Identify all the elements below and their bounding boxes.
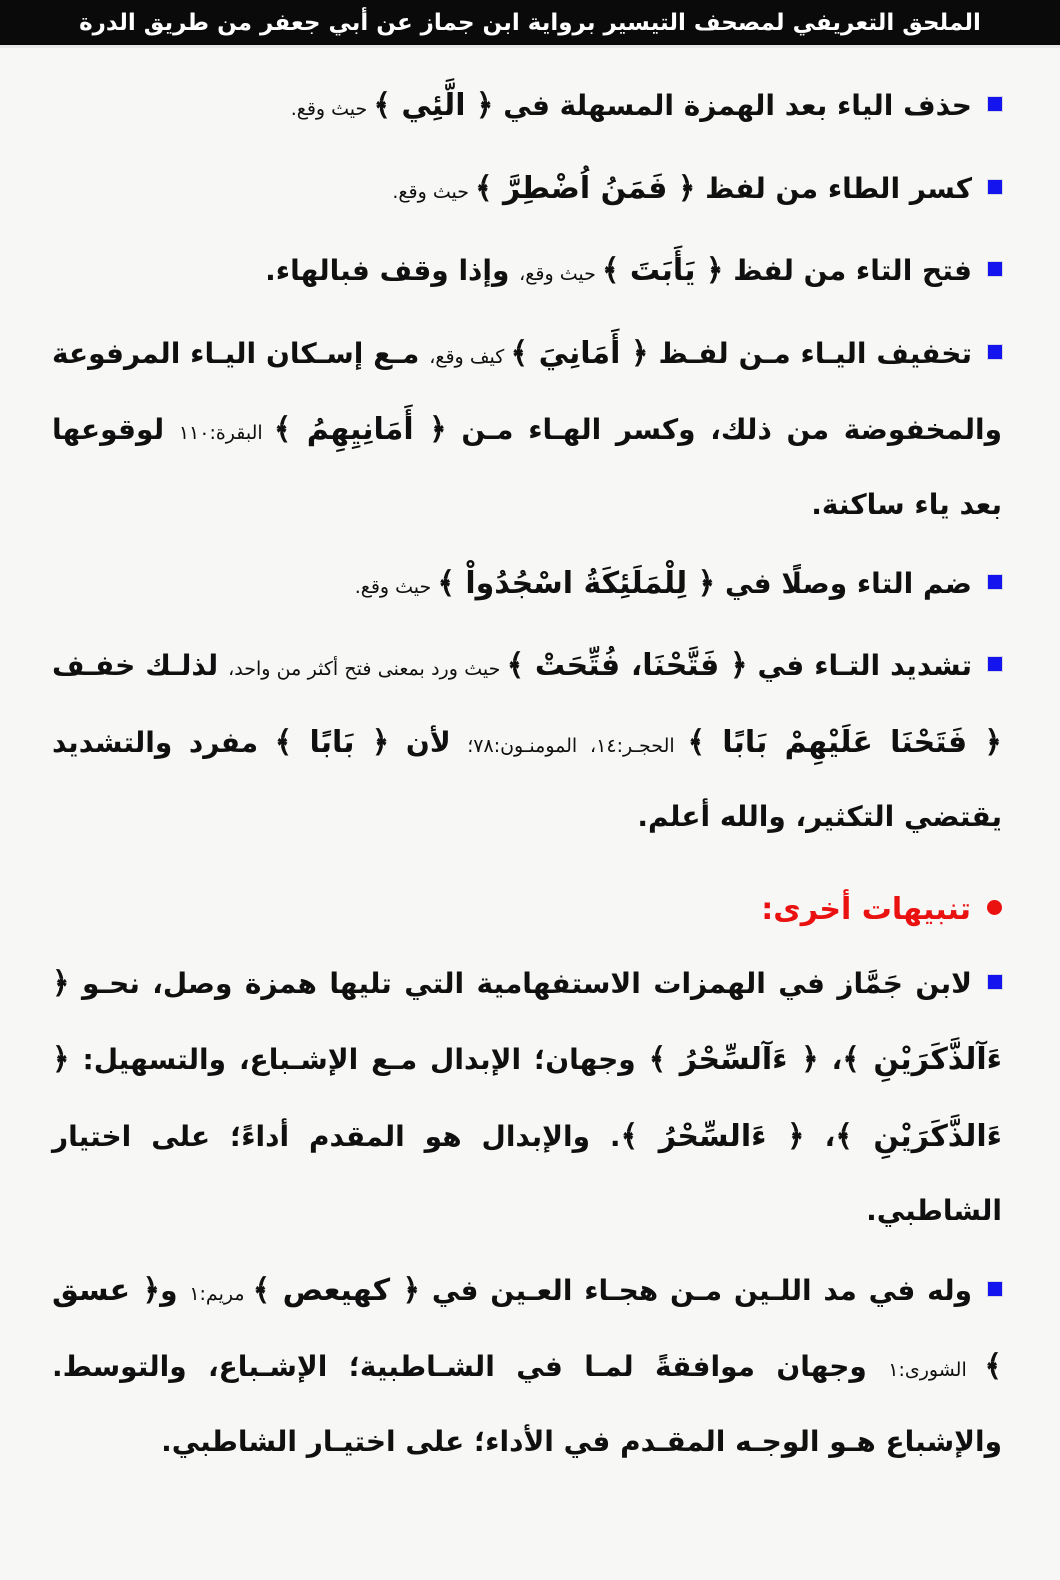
list-item (52, 68, 1002, 145)
list-item (52, 233, 1002, 310)
body-text: ، (804, 1119, 836, 1153)
list-item (52, 316, 1002, 540)
heading-text: تنبيهات أخرى: (761, 891, 971, 927)
quran-quote: ﴿ ءَالسِّحْرُ ﴾ (620, 1118, 805, 1154)
quran-quote: ﴿ أَمَانِيِهِمُ ﴾ (273, 412, 447, 447)
reference-note: الحجـر:١٤، المومنـون:٧٨؛ (467, 734, 688, 757)
bullet-square-icon (988, 657, 1002, 671)
bullet-square-icon (988, 262, 1002, 276)
list-item (52, 946, 1002, 1247)
body-text: مفرد والتشديد يقتضي التكثير، والله أعلم. (52, 725, 1002, 834)
reference-note: حيث وقع، (519, 263, 602, 285)
body-text: تخفيف اليـاء مـن لفـظ (648, 336, 972, 370)
quran-quote: ﴿ كهيعص ﴾ (252, 1272, 421, 1308)
reference-note: حيث وقع. (354, 575, 438, 598)
reference-note: حيث وقع. (392, 180, 475, 203)
quran-quote: ﴿ فَمَنُ اُضْطِرَّ ﴾ (475, 170, 696, 206)
bullet-square-icon (988, 1282, 1002, 1296)
quran-quote: ﴿ فَتَّحْنَا، فُتِّحَتْ ﴾ (506, 648, 748, 684)
body-text: لذلـك خفـف (52, 649, 229, 683)
body-text: حذف الياء بعد الهمزة المسهلة في (493, 89, 972, 122)
reference-note: الشورى:١ (888, 1359, 985, 1382)
quran-quote: ﴿ بَابًا ﴾ (274, 724, 390, 760)
bullet-square-icon (988, 345, 1002, 359)
body-text: وجهان؛ الإبدال مـع الإشـباع، والتسهيل: (69, 1043, 649, 1077)
list-item (52, 628, 1002, 852)
bullet-square-icon (988, 975, 1002, 989)
bullet-square-icon (988, 180, 1002, 194)
header-bar (0, 0, 1060, 48)
body-text: كسر الطاء من لفظ (695, 171, 972, 205)
quran-quote: ﴿ لِلْمَلَئِكَةُ اسْجُدُواْ ﴾ (437, 565, 716, 601)
bullet-square-icon (988, 575, 1002, 589)
body-text: . والإبدال هو المقدم أداءً؛ على اختيار الشاطبي. (52, 1119, 1002, 1228)
body-text: لأن (389, 725, 468, 759)
body-text: و (160, 1273, 190, 1307)
bullet-square-icon (988, 97, 1002, 111)
quran-quote: ﴿ ءَآلسِّحْرُ ﴾ (648, 1042, 819, 1078)
body-text: وله في مد اللـين مـن هجـاء العـين في (420, 1273, 972, 1307)
quran-quote: ﴿ أَمَانِيَ ﴾ (510, 335, 649, 371)
list-item (52, 546, 1002, 623)
quran-quote: ﴿ عسق ﴾ (52, 1272, 1002, 1385)
reference-note: حيث وقع. (290, 98, 374, 120)
quran-quote: ﴿ فَتَحْنَا عَلَيْهِمْ بَابًا ﴾ (687, 724, 1002, 760)
body-text: مـع إسـكان اليـاء المرفوعة والمخفوضة من ذلك، وكسر الهـاء مـن (52, 336, 1002, 446)
list-item (52, 1253, 1002, 1477)
body-text: لابن جَمَّاز في الهمزات الاستفهامية التي تليها همزة وصل، نحـو (69, 966, 972, 1000)
quran-quote: ﴿ ءَآلذَّكَرَيْنِ ﴾ (52, 965, 1003, 1078)
body-text: ضم التاء وصلًا في (715, 566, 972, 600)
body-text: وإذا وقف فبالهاء. (265, 254, 520, 287)
section-heading (52, 881, 1002, 938)
reference-note: حيث ورد بمعنى فتح أكثر من واحد، (228, 658, 507, 681)
page-title: الملحق التعريفي لمصحف التيسير برواية ابن جماز عن أبي جعفر من طريق الدرة (79, 9, 981, 36)
body-text: فتح التاء من لفظ (723, 254, 972, 287)
bullet-circle-icon (987, 900, 1002, 915)
body-text: تشديد التـاء في (747, 649, 972, 683)
content (0, 48, 1060, 1477)
quran-quote: ﴿ يَأَبَتَ ﴾ (601, 253, 724, 288)
body-text: لوقوعها بعد ياء ساكنة. (52, 413, 1002, 521)
list-item (52, 151, 1002, 228)
reference-note: البقرة:١١٠ (178, 422, 274, 444)
quran-quote: ﴿ ءَالذَّكَرَيْنِ ﴾ (52, 1042, 1002, 1154)
body-text: ، (818, 1043, 843, 1077)
body-text: وجهان موافقةً لمـا في الشـاطبية؛ الإشـباع، والتوسط. والإشباع هـو الوجـه المقـدم في الأداء؛ على اختيـار الشاطبي. (52, 1350, 1002, 1458)
reference-note: مريم:١ (189, 1282, 253, 1305)
reference-note: كيف وقع، (429, 345, 511, 368)
quran-quote: ﴿ الَّئِي ﴾ (373, 88, 494, 123)
